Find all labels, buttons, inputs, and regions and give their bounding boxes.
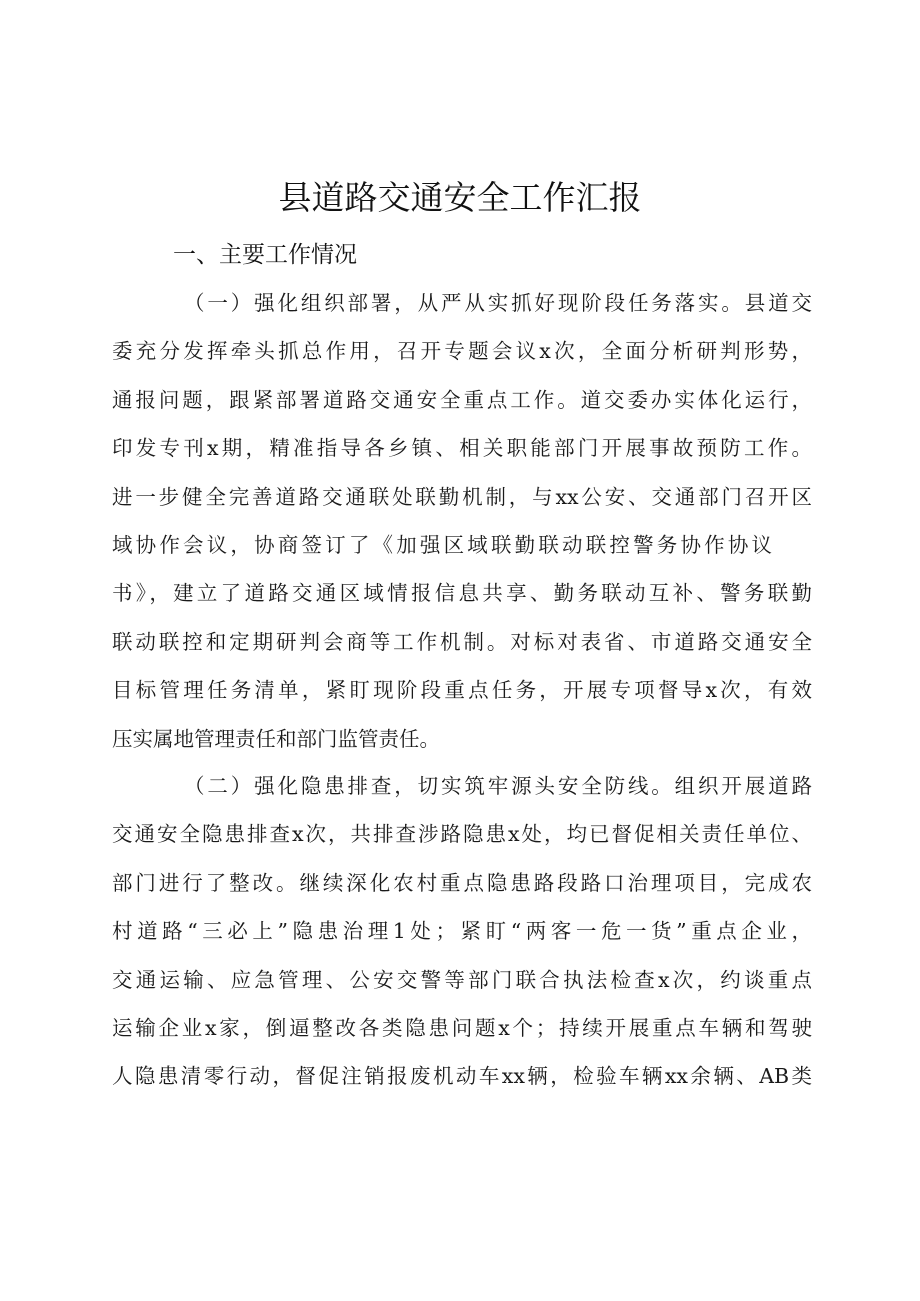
paragraph-line: （一）强化组织部署，从严从实抓好现阶段任务落实。县道交 <box>184 291 812 315</box>
paragraph-line: 交通运输、应急管理、公安交警等部门联合执法检查x次，约谈重点 <box>112 967 812 992</box>
paragraph-line: 交通安全隐患排查x次，共排查涉路隐患x处，均已督促相关责任单位、 <box>112 822 812 847</box>
paragraph-line: 压实属地管理责任和部门监管责任。 <box>112 726 440 751</box>
paragraph-line: 通报问题，跟紧部署道路交通安全重点工作。道交委办实体化运行， <box>112 387 812 412</box>
paragraph-line: 村道路“三必上”隐患治理1处；紧盯“两客一危一货”重点企业， <box>112 919 812 944</box>
paragraph-1 <box>112 279 812 763</box>
paragraph-line: 印发专刊x期，精准指导各乡镇、相关职能部门开展事故预防工作。 <box>112 436 812 461</box>
paragraph-line: 书》，建立了道路交通区域情报信息共享、勤务联动互补、警务联勤 <box>112 581 812 606</box>
paragraph-line: 联动联控和定期研判会商等工作机制。对标对表省、市道路交通安全 <box>112 629 812 654</box>
section-heading: 一、主要工作情况 <box>173 242 357 268</box>
paragraph-line: 部门进行了整改。继续深化农村重点隐患路段路口治理项目，完成农 <box>112 870 812 895</box>
paragraph-line: 委充分发挥牵头抓总作用，召开专题会议x次，全面分析研判形势， <box>112 339 812 364</box>
paragraph-line: 域协作会议，协商签订了《加强区域联勤联动联控警务协作协议 <box>112 532 772 557</box>
paragraph-2 <box>112 762 812 1101</box>
paragraph-line: 人隐患清零行动，督促注销报废机动车xx辆，检验车辆xx余辆、AB类 <box>112 1064 812 1089</box>
paragraph-line: 进一步健全完善道路交通联处联勤机制，与xx公安、交通部门召开区 <box>112 484 812 509</box>
paragraph-line: （二）强化隐患排查，切实筑牢源头安全防线。组织开展道路 <box>184 774 812 798</box>
paragraph-line: 目标管理任务清单，紧盯现阶段重点任务，开展专项督导x次，有效 <box>112 678 812 703</box>
document-title: 县道路交通安全工作汇报 <box>278 178 642 217</box>
paragraph-line: 运输企业x家，倒逼整改各类隐患问题x个；持续开展重点车辆和驾驶 <box>112 1015 812 1040</box>
